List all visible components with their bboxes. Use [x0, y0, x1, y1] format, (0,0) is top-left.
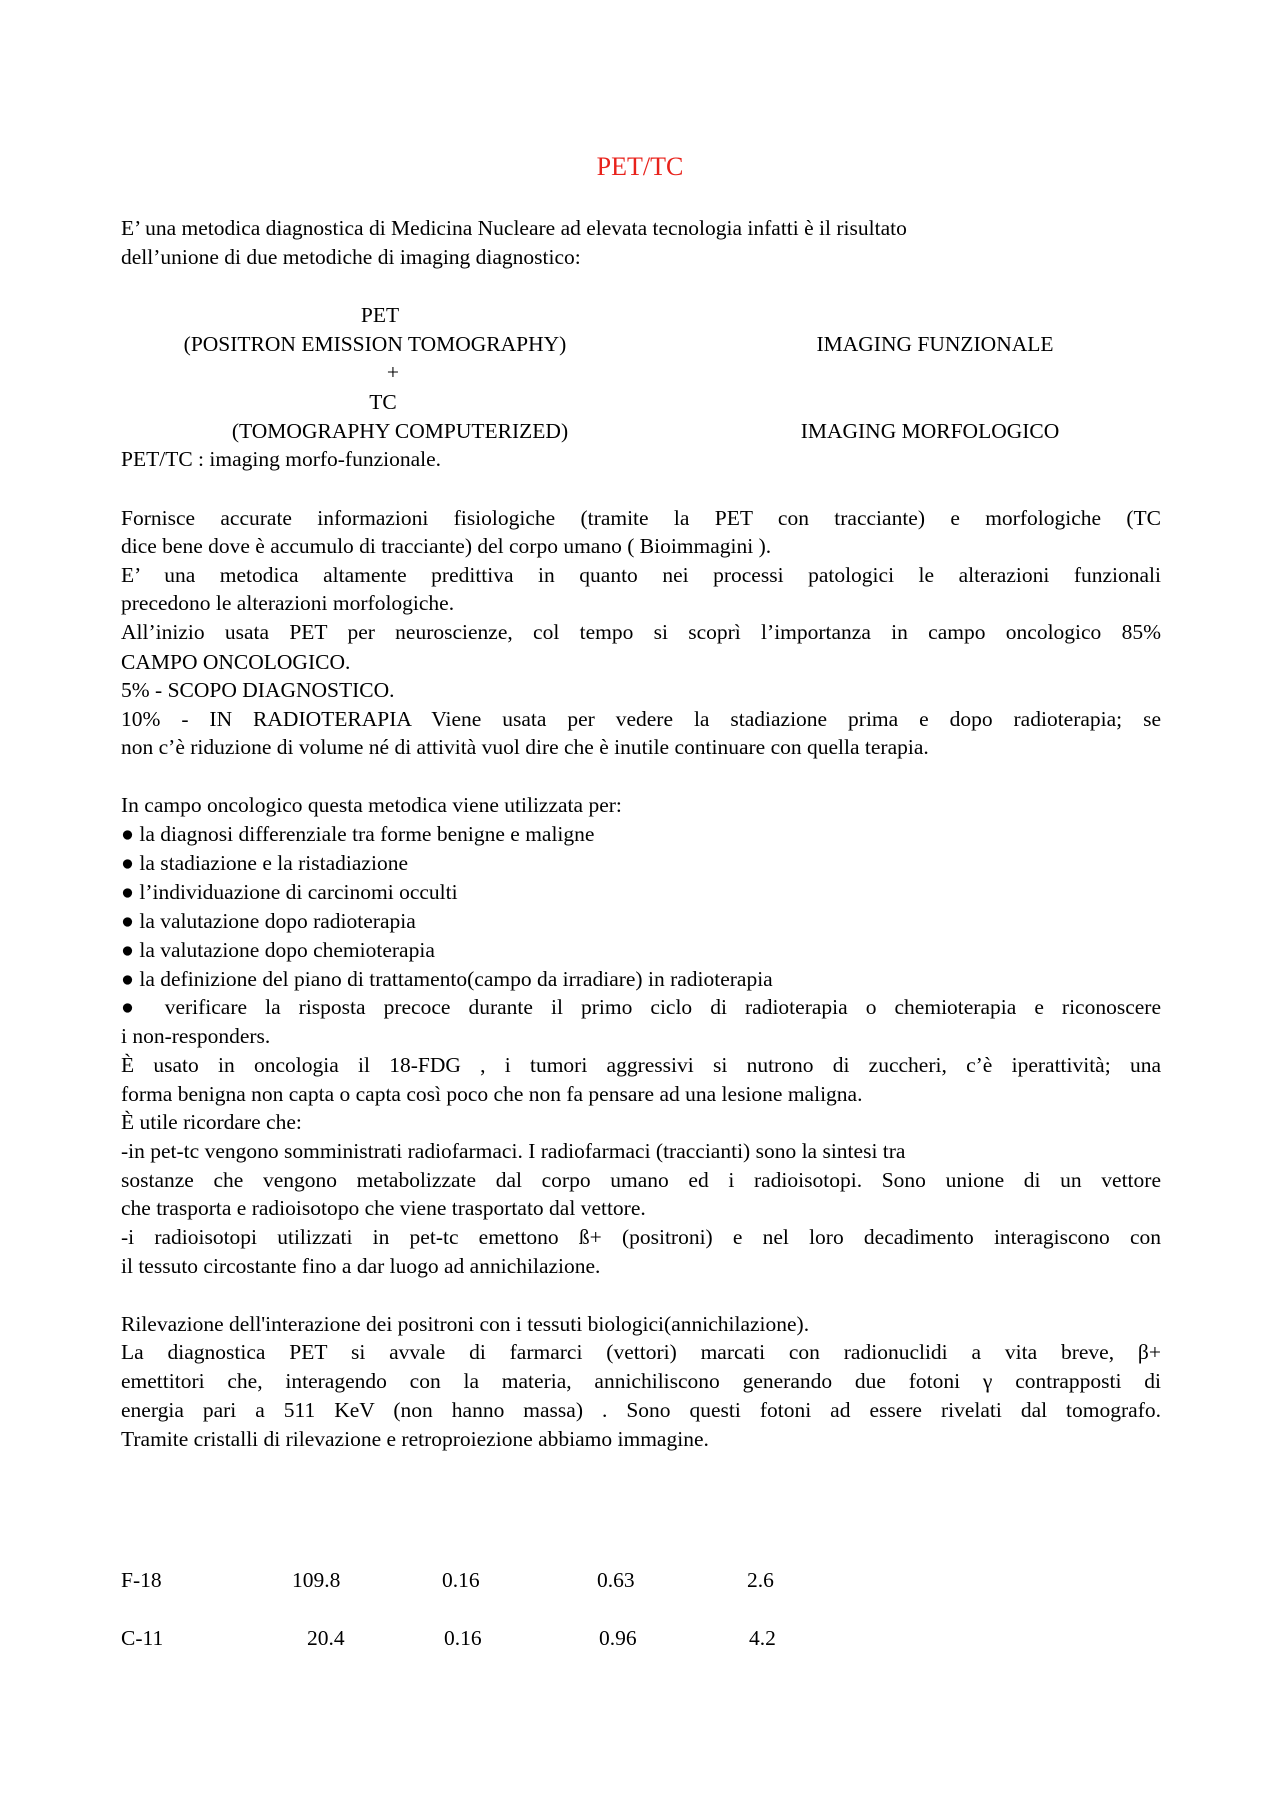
methods-summary: PET/TC : imaging morfo-funzionale. — [121, 447, 442, 471]
paragraph-line: In campo oncologico questa metodica viene utilizzata per: — [121, 793, 622, 817]
paragraph-line: dice bene dove è accumulo di tracciante) del corpo umano ( Bioimmagini ). — [121, 534, 772, 558]
paragraph-line: 10% - IN RADIOTERAPIA Viene usata per vedere la stadiazione prima e dopo radioterapia; se — [121, 707, 1161, 731]
table-cell: 4.2 — [749, 1626, 776, 1650]
pet-label: PET — [360, 303, 400, 327]
list-item: ● la valutazione dopo chemioterapia — [121, 938, 435, 962]
paragraph-line: non c’è riduzione di volume né di attività vuol dire che è inutile continuare con quella terapia. — [121, 735, 929, 759]
table-cell: 0.16 — [444, 1626, 482, 1650]
table-cell: 20.4 — [307, 1626, 345, 1650]
list-item: ● la stadiazione e la ristadiazione — [121, 851, 408, 875]
intro-line: E’ una metodica diagnostica di Medicina Nucleare ad elevata tecnologia infatti è il risultato — [121, 216, 907, 240]
paragraph-line: -i radioisotopi utilizzati in pet-tc emettono ß+ (positroni) e nel loro decadimento interagiscono con — [121, 1225, 1161, 1249]
plus-sign: + — [386, 360, 400, 384]
paragraph-line: energia pari a 511 KeV (non hanno massa) . Sono questi fotoni ad essere rivelati dal tomografo. — [121, 1398, 1161, 1422]
paragraph-line: CAMPO ONCOLOGICO. — [121, 650, 351, 674]
tc-full-name: (TOMOGRAPHY COMPUTERIZED) — [231, 419, 569, 443]
paragraph-line: Tramite cristalli di rilevazione e retroproiezione abbiamo immagine. — [121, 1427, 709, 1451]
pet-imaging-type: IMAGING FUNZIONALE — [816, 332, 1054, 356]
paragraph-line: forma benigna non capta o capta così poco che non fa pensare ad una lesione maligna. — [121, 1082, 863, 1106]
table-cell: 109.8 — [292, 1568, 341, 1592]
paragraph-line: -in pet-tc vengono somministrati radiofarmaci. I radiofarmaci (traccianti) sono la sintesi tra — [121, 1139, 906, 1163]
list-item: ● la definizione del piano di trattamento(campo da irradiare) in radioterapia — [121, 967, 773, 991]
table-cell: 0.63 — [597, 1568, 635, 1592]
paragraph-line: i non-responders. — [121, 1024, 271, 1048]
paragraph-line: 5% - SCOPO DIAGNOSTICO. — [121, 678, 395, 702]
paragraph-line: che trasporta e radioisotopo che viene trasportato dal vettore. — [121, 1196, 646, 1220]
paragraph-line: emettitori che, interagendo con la materia, annichiliscono generando due fotoni γ contrapposti di — [121, 1369, 1161, 1393]
list-item: ● la diagnosi differenziale tra forme benigne e maligne — [121, 822, 595, 846]
paragraph-line: È utile ricordare che: — [121, 1110, 302, 1134]
paragraph-line: La diagnostica PET si avvale di farmarci (vettori) marcati con radionuclidi a vita breve, β+ — [121, 1340, 1161, 1364]
list-item: ● verificare la risposta precoce durante il primo ciclo di radioterapia o chemioterapia e riconoscere — [121, 995, 1161, 1019]
table-cell: F-18 — [121, 1568, 162, 1592]
paragraph-line: precedono le alterazioni morfologiche. — [121, 591, 455, 615]
paragraph-line: È usato in oncologia il 18-FDG , i tumori aggressivi si nutrono di zuccheri, c’è iperattività; una — [121, 1053, 1161, 1077]
table-cell: C-11 — [121, 1626, 164, 1650]
table-cell: 0.96 — [599, 1626, 637, 1650]
paragraph-line: All’inizio usata PET per neuroscienze, col tempo si scoprì l’importanza in campo oncologico 85% — [121, 620, 1161, 644]
paragraph-line: sostanze che vengono metabolizzate dal corpo umano ed i radioisotopi. Sono unione di un vettore — [121, 1168, 1161, 1192]
paragraph-line: Fornisce accurate informazioni fisiologiche (tramite la PET con tracciante) e morfologiche (TC — [121, 506, 1161, 530]
tc-imaging-type: IMAGING MORFOLOGICO — [800, 419, 1060, 443]
paragraph-line: E’ una metodica altamente predittiva in quanto nei processi patologici le alterazioni funzionali — [121, 563, 1161, 587]
page-title: PET/TC — [596, 152, 684, 181]
list-item: ● la valutazione dopo radioterapia — [121, 909, 416, 933]
list-item: ● l’individuazione di carcinomi occulti — [121, 880, 458, 904]
paragraph-line: Rilevazione dell'interazione dei positroni con i tessuti biologici(annichilazione). — [121, 1312, 810, 1336]
paragraph-line: il tessuto circostante fino a dar luogo ad annichilazione. — [121, 1254, 601, 1278]
intro-line: dell’unione di due metodiche di imaging diagnostico: — [121, 245, 581, 269]
tc-label: TC — [369, 390, 397, 414]
table-cell: 2.6 — [747, 1568, 774, 1592]
pet-full-name: (POSITRON EMISSION TOMOGRAPHY) — [183, 332, 567, 356]
table-cell: 0.16 — [442, 1568, 480, 1592]
